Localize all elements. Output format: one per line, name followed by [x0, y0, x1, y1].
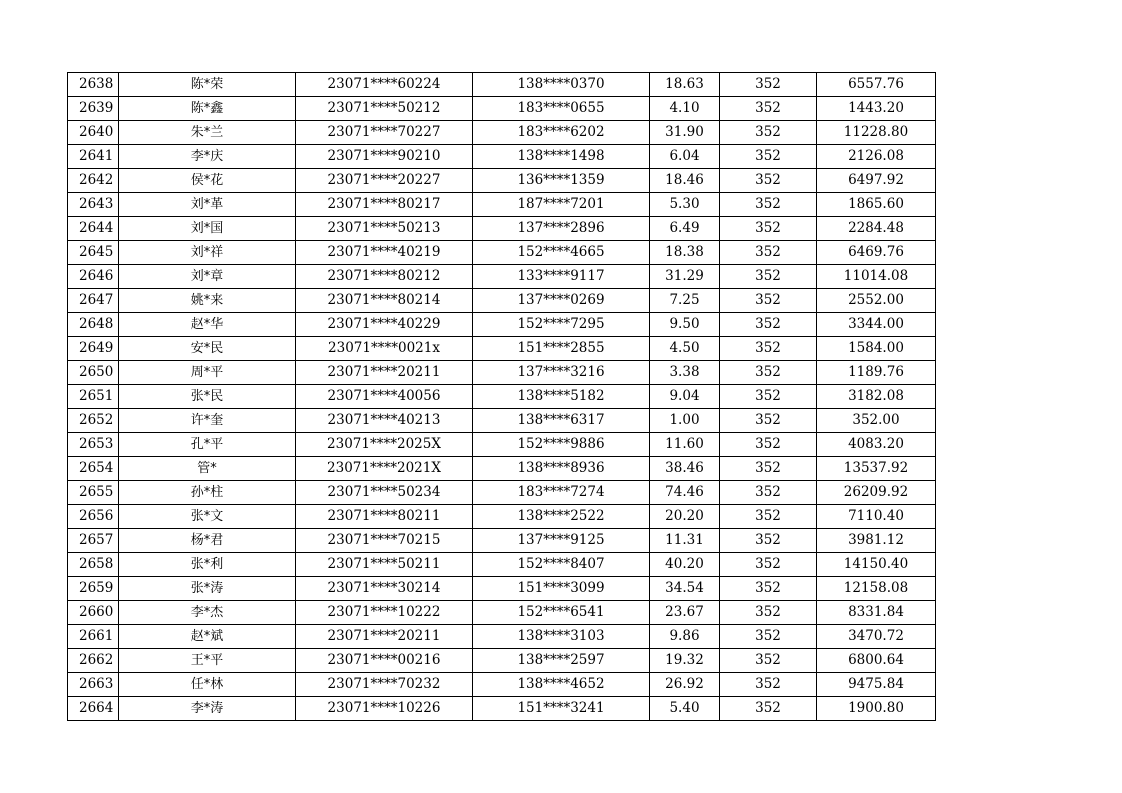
row-number-cell: 2648 — [68, 313, 119, 337]
rate-cell: 352 — [720, 361, 817, 385]
row-number-cell: 2660 — [68, 601, 119, 625]
rate-cell: 352 — [720, 265, 817, 289]
rate-cell: 352 — [720, 649, 817, 673]
table-row — [68, 553, 936, 577]
rate-cell: 352 — [720, 433, 817, 457]
phone-cell: 152****7295 — [473, 313, 650, 337]
amount-cell: 3182.08 — [817, 385, 936, 409]
row-number-cell: 2642 — [68, 169, 119, 193]
row-number-cell: 2649 — [68, 337, 119, 361]
amount-cell: 1443.20 — [817, 97, 936, 121]
table-row — [68, 193, 936, 217]
table-row — [68, 73, 936, 97]
area-cell: 6.49 — [650, 217, 720, 241]
area-cell: 23.67 — [650, 601, 720, 625]
row-number-cell: 2661 — [68, 625, 119, 649]
name-cell: 侯*花 — [119, 169, 296, 193]
id-number-cell: 23071****2021X — [296, 457, 473, 481]
phone-cell: 152****8407 — [473, 553, 650, 577]
id-number-cell: 23071****50213 — [296, 217, 473, 241]
phone-cell: 183****7274 — [473, 481, 650, 505]
row-number-cell: 2652 — [68, 409, 119, 433]
area-cell: 11.60 — [650, 433, 720, 457]
name-cell: 陈*荣 — [119, 73, 296, 97]
area-cell: 5.40 — [650, 697, 720, 721]
id-number-cell: 23071****80214 — [296, 289, 473, 313]
row-number-cell: 2644 — [68, 217, 119, 241]
rate-cell: 352 — [720, 529, 817, 553]
table-row — [68, 337, 936, 361]
area-cell: 3.38 — [650, 361, 720, 385]
name-cell: 张*文 — [119, 505, 296, 529]
row-number-cell: 2659 — [68, 577, 119, 601]
id-number-cell: 23071****70227 — [296, 121, 473, 145]
id-number-cell: 23071****80211 — [296, 505, 473, 529]
table-row — [68, 697, 936, 721]
phone-cell: 152****4665 — [473, 241, 650, 265]
name-cell: 刘*国 — [119, 217, 296, 241]
name-cell: 赵*斌 — [119, 625, 296, 649]
area-cell: 26.92 — [650, 673, 720, 697]
row-number-cell: 2650 — [68, 361, 119, 385]
name-cell: 杨*君 — [119, 529, 296, 553]
amount-cell: 14150.40 — [817, 553, 936, 577]
rate-cell: 352 — [720, 409, 817, 433]
rate-cell: 352 — [720, 481, 817, 505]
id-number-cell: 23071****20211 — [296, 361, 473, 385]
amount-cell: 4083.20 — [817, 433, 936, 457]
table-row — [68, 121, 936, 145]
table-row — [68, 361, 936, 385]
area-cell: 7.25 — [650, 289, 720, 313]
rate-cell: 352 — [720, 97, 817, 121]
area-cell: 9.50 — [650, 313, 720, 337]
rate-cell: 352 — [720, 601, 817, 625]
phone-cell: 138****2597 — [473, 649, 650, 673]
area-cell: 18.38 — [650, 241, 720, 265]
amount-cell: 8331.84 — [817, 601, 936, 625]
row-number-cell: 2646 — [68, 265, 119, 289]
rate-cell: 352 — [720, 169, 817, 193]
rate-cell: 352 — [720, 385, 817, 409]
table-row — [68, 313, 936, 337]
rate-cell: 352 — [720, 313, 817, 337]
row-number-cell: 2663 — [68, 673, 119, 697]
row-number-cell: 2653 — [68, 433, 119, 457]
name-cell: 赵*华 — [119, 313, 296, 337]
area-cell: 20.20 — [650, 505, 720, 529]
amount-cell: 352.00 — [817, 409, 936, 433]
area-cell: 6.04 — [650, 145, 720, 169]
area-cell: 9.86 — [650, 625, 720, 649]
area-cell: 1.00 — [650, 409, 720, 433]
id-number-cell: 23071****50211 — [296, 553, 473, 577]
table-row — [68, 385, 936, 409]
amount-cell: 2552.00 — [817, 289, 936, 313]
area-cell: 18.46 — [650, 169, 720, 193]
area-cell: 34.54 — [650, 577, 720, 601]
name-cell: 李*庆 — [119, 145, 296, 169]
area-cell: 18.63 — [650, 73, 720, 97]
table-row — [68, 649, 936, 673]
name-cell: 安*民 — [119, 337, 296, 361]
id-number-cell: 23071****40213 — [296, 409, 473, 433]
id-number-cell: 23071****40219 — [296, 241, 473, 265]
phone-cell: 183****0655 — [473, 97, 650, 121]
phone-cell: 187****7201 — [473, 193, 650, 217]
name-cell: 刘*祥 — [119, 241, 296, 265]
name-cell: 张*涛 — [119, 577, 296, 601]
table-row — [68, 265, 936, 289]
amount-cell: 1189.76 — [817, 361, 936, 385]
id-number-cell: 23071****20211 — [296, 625, 473, 649]
phone-cell: 138****2522 — [473, 505, 650, 529]
table-row — [68, 97, 936, 121]
area-cell: 74.46 — [650, 481, 720, 505]
amount-cell: 3981.12 — [817, 529, 936, 553]
rate-cell: 352 — [720, 193, 817, 217]
row-number-cell: 2664 — [68, 697, 119, 721]
table-row — [68, 241, 936, 265]
row-number-cell: 2641 — [68, 145, 119, 169]
phone-cell: 137****9125 — [473, 529, 650, 553]
row-number-cell: 2657 — [68, 529, 119, 553]
rate-cell: 352 — [720, 505, 817, 529]
table-body — [68, 73, 936, 721]
row-number-cell: 2656 — [68, 505, 119, 529]
row-number-cell: 2662 — [68, 649, 119, 673]
row-number-cell: 2639 — [68, 97, 119, 121]
id-number-cell: 23071****50212 — [296, 97, 473, 121]
phone-cell: 137****2896 — [473, 217, 650, 241]
row-number-cell: 2647 — [68, 289, 119, 313]
rate-cell: 352 — [720, 697, 817, 721]
id-number-cell: 23071****10226 — [296, 697, 473, 721]
phone-cell: 133****9117 — [473, 265, 650, 289]
id-number-cell: 23071****70232 — [296, 673, 473, 697]
phone-cell: 138****5182 — [473, 385, 650, 409]
rate-cell: 352 — [720, 337, 817, 361]
name-cell: 陈*鑫 — [119, 97, 296, 121]
phone-cell: 138****0370 — [473, 73, 650, 97]
rate-cell: 352 — [720, 577, 817, 601]
phone-cell: 138****4652 — [473, 673, 650, 697]
rate-cell: 352 — [720, 145, 817, 169]
area-cell: 9.04 — [650, 385, 720, 409]
id-number-cell: 23071****10222 — [296, 601, 473, 625]
phone-cell: 138****8936 — [473, 457, 650, 481]
row-number-cell: 2655 — [68, 481, 119, 505]
id-number-cell: 23071****50234 — [296, 481, 473, 505]
phone-cell: 151****3241 — [473, 697, 650, 721]
table-row — [68, 577, 936, 601]
rate-cell: 352 — [720, 241, 817, 265]
name-cell: 周*平 — [119, 361, 296, 385]
table-row — [68, 673, 936, 697]
name-cell: 张*民 — [119, 385, 296, 409]
table-row — [68, 145, 936, 169]
phone-cell: 137****3216 — [473, 361, 650, 385]
row-number-cell: 2645 — [68, 241, 119, 265]
phone-cell: 151****2855 — [473, 337, 650, 361]
table-row — [68, 601, 936, 625]
amount-cell: 7110.40 — [817, 505, 936, 529]
name-cell: 李*杰 — [119, 601, 296, 625]
amount-cell: 26209.92 — [817, 481, 936, 505]
name-cell: 王*平 — [119, 649, 296, 673]
id-number-cell: 23071****60224 — [296, 73, 473, 97]
phone-cell: 183****6202 — [473, 121, 650, 145]
id-number-cell: 23071****40229 — [296, 313, 473, 337]
name-cell: 刘*革 — [119, 193, 296, 217]
id-number-cell: 23071****80217 — [296, 193, 473, 217]
rate-cell: 352 — [720, 625, 817, 649]
phone-cell: 152****6541 — [473, 601, 650, 625]
amount-cell: 11014.08 — [817, 265, 936, 289]
phone-cell: 151****3099 — [473, 577, 650, 601]
amount-cell: 1900.80 — [817, 697, 936, 721]
amount-cell: 6800.64 — [817, 649, 936, 673]
table-row — [68, 625, 936, 649]
row-number-cell: 2640 — [68, 121, 119, 145]
phone-cell: 137****0269 — [473, 289, 650, 313]
area-cell: 19.32 — [650, 649, 720, 673]
amount-cell: 3470.72 — [817, 625, 936, 649]
phone-cell: 138****3103 — [473, 625, 650, 649]
table-row — [68, 481, 936, 505]
row-number-cell: 2654 — [68, 457, 119, 481]
table-row — [68, 169, 936, 193]
rate-cell: 352 — [720, 217, 817, 241]
table-row — [68, 457, 936, 481]
name-cell: 朱*兰 — [119, 121, 296, 145]
id-number-cell: 23071****00216 — [296, 649, 473, 673]
amount-cell: 1584.00 — [817, 337, 936, 361]
id-number-cell: 23071****2025X — [296, 433, 473, 457]
row-number-cell: 2651 — [68, 385, 119, 409]
rate-cell: 352 — [720, 673, 817, 697]
rate-cell: 352 — [720, 73, 817, 97]
table-row — [68, 505, 936, 529]
name-cell: 孔*平 — [119, 433, 296, 457]
table-row — [68, 433, 936, 457]
area-cell: 40.20 — [650, 553, 720, 577]
amount-cell: 2126.08 — [817, 145, 936, 169]
amount-cell: 12158.08 — [817, 577, 936, 601]
row-number-cell: 2643 — [68, 193, 119, 217]
rate-cell: 352 — [720, 457, 817, 481]
name-cell: 孙*柱 — [119, 481, 296, 505]
area-cell: 4.10 — [650, 97, 720, 121]
area-cell: 11.31 — [650, 529, 720, 553]
row-number-cell: 2638 — [68, 73, 119, 97]
table-row — [68, 529, 936, 553]
id-number-cell: 23071****20227 — [296, 169, 473, 193]
id-number-cell: 23071****70215 — [296, 529, 473, 553]
table-row — [68, 409, 936, 433]
id-number-cell: 23071****0021x — [296, 337, 473, 361]
id-number-cell: 23071****40056 — [296, 385, 473, 409]
area-cell: 31.90 — [650, 121, 720, 145]
amount-cell: 6497.92 — [817, 169, 936, 193]
table-row — [68, 217, 936, 241]
phone-cell: 138****1498 — [473, 145, 650, 169]
id-number-cell: 23071****90210 — [296, 145, 473, 169]
phone-cell: 136****1359 — [473, 169, 650, 193]
table-row — [68, 289, 936, 313]
id-number-cell: 23071****80212 — [296, 265, 473, 289]
name-cell: 姚*来 — [119, 289, 296, 313]
amount-cell: 11228.80 — [817, 121, 936, 145]
amount-cell: 6469.76 — [817, 241, 936, 265]
amount-cell: 13537.92 — [817, 457, 936, 481]
rate-cell: 352 — [720, 553, 817, 577]
amount-cell: 1865.60 — [817, 193, 936, 217]
rate-cell: 352 — [720, 289, 817, 313]
phone-cell: 152****9886 — [473, 433, 650, 457]
data-table — [67, 72, 936, 721]
area-cell: 4.50 — [650, 337, 720, 361]
name-cell: 刘*章 — [119, 265, 296, 289]
row-number-cell: 2658 — [68, 553, 119, 577]
amount-cell: 3344.00 — [817, 313, 936, 337]
amount-cell: 2284.48 — [817, 217, 936, 241]
area-cell: 5.30 — [650, 193, 720, 217]
phone-cell: 138****6317 — [473, 409, 650, 433]
name-cell: 李*涛 — [119, 697, 296, 721]
name-cell: 张*利 — [119, 553, 296, 577]
rate-cell: 352 — [720, 121, 817, 145]
area-cell: 38.46 — [650, 457, 720, 481]
name-cell: 管* — [119, 457, 296, 481]
amount-cell: 9475.84 — [817, 673, 936, 697]
name-cell: 许*奎 — [119, 409, 296, 433]
id-number-cell: 23071****30214 — [296, 577, 473, 601]
amount-cell: 6557.76 — [817, 73, 936, 97]
area-cell: 31.29 — [650, 265, 720, 289]
name-cell: 任*林 — [119, 673, 296, 697]
